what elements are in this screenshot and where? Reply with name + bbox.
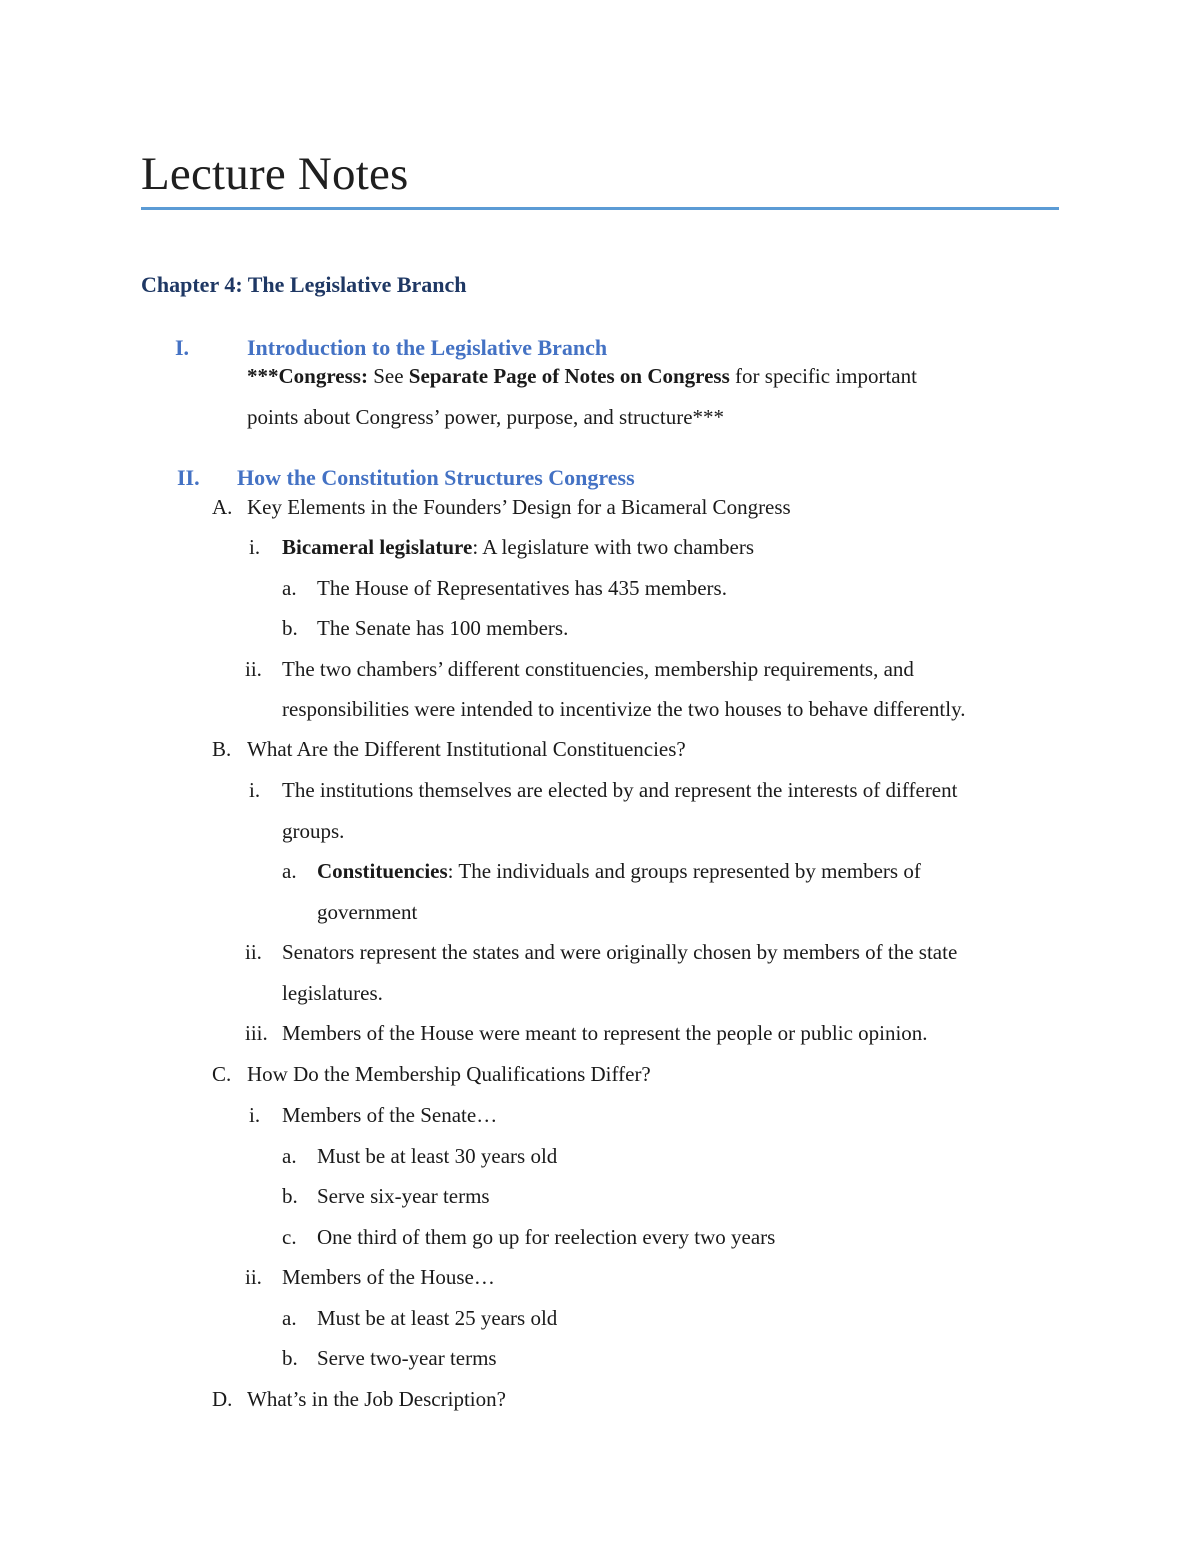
- bicameral-term: Bicameral legislature: [282, 535, 473, 559]
- item-b-i-a-marker: a.: [282, 859, 297, 883]
- item-c-i-a-text: Must be at least 30 years old: [317, 1144, 558, 1168]
- item-c-i-b-text: Serve six-year terms: [317, 1184, 490, 1208]
- item-b-text: What Are the Different Institutional Constituencies?: [247, 737, 686, 761]
- item-c-ii-marker: ii.: [245, 1265, 262, 1289]
- constituencies-term: Constituencies: [317, 859, 448, 883]
- document-title: Lecture Notes: [141, 148, 409, 200]
- bicameral-definition: : A legislature with two chambers: [472, 535, 755, 559]
- see-text: See: [367, 364, 409, 388]
- item-b-i-marker: i.: [249, 778, 261, 802]
- item-b-i-a-line-2: government: [317, 900, 418, 924]
- item-a-ii-line-2: responsibilities were intended to incentivize the two houses to behave differently.: [282, 697, 966, 721]
- section-1-number: I.: [175, 335, 190, 360]
- item-c-i-text: Members of the Senate…: [282, 1103, 498, 1127]
- item-d-marker: D.: [212, 1387, 233, 1411]
- item-c-ii-a-marker: a.: [282, 1306, 297, 1330]
- item-a-marker: A.: [212, 495, 233, 519]
- item-c-ii-text: Members of the House…: [282, 1265, 495, 1289]
- item-b-ii-marker: ii.: [245, 940, 262, 964]
- item-a-i-b-text: The Senate has 100 members.: [317, 616, 569, 640]
- item-c-i-marker: i.: [249, 1103, 261, 1127]
- separate-notes-reference: Separate Page of Notes on Congress: [408, 364, 730, 388]
- congress-label: ***Congress:: [247, 364, 368, 388]
- chapter-heading: Chapter 4: The Legislative Branch: [141, 272, 467, 297]
- item-b-iii-marker: iii.: [245, 1021, 268, 1045]
- item-a-i-marker: i.: [249, 535, 261, 559]
- item-b-iii-text: Members of the House were meant to represent the people or public opinion.: [282, 1021, 928, 1045]
- item-b-marker: B.: [212, 737, 232, 761]
- item-b-i-line-2: groups.: [282, 819, 345, 843]
- section-2-heading: How the Constitution Structures Congress: [237, 465, 635, 490]
- item-c-i-c-marker: c.: [282, 1225, 297, 1249]
- item-a-text: Key Elements in the Founders’ Design for a Bicameral Congress: [247, 495, 791, 519]
- item-a-i-a-text: The House of Representatives has 435 members.: [317, 576, 727, 600]
- item-a-ii-line-1: The two chambers’ different constituencies, membership requirements, and: [282, 657, 914, 681]
- item-b-ii-line-1: Senators represent the states and were originally chosen by members of the state: [282, 940, 958, 964]
- item-c-i-a-marker: a.: [282, 1144, 297, 1168]
- section-2-number: II.: [177, 465, 200, 490]
- item-a-i-b-marker: b.: [282, 616, 298, 640]
- title-underline: [141, 207, 1059, 210]
- paragraph-rest: for specific important: [729, 364, 917, 388]
- item-c-i-b-marker: b.: [282, 1184, 298, 1208]
- item-a-i-text: [282, 533, 754, 561]
- item-c-ii-a-text: Must be at least 25 years old: [317, 1306, 558, 1330]
- constituencies-definition: : The individuals and groups represented by members of: [447, 859, 921, 883]
- item-a-ii-marker: ii.: [245, 657, 262, 681]
- item-c-i-c-text: One third of them go up for reelection every two years: [317, 1225, 776, 1249]
- item-c-ii-b-text: Serve two-year terms: [317, 1346, 497, 1370]
- item-d-text: What’s in the Job Description?: [247, 1387, 506, 1411]
- item-c-marker: C.: [212, 1062, 232, 1086]
- section-1-heading: Introduction to the Legislative Branch: [247, 335, 608, 360]
- item-c-ii-b-marker: b.: [282, 1346, 298, 1370]
- section-1-paragraph-line-2: points about Congress’ power, purpose, and structure***: [247, 405, 725, 429]
- item-b-ii-line-2: legislatures.: [282, 981, 383, 1005]
- section-1-paragraph-line-1: [247, 362, 917, 390]
- item-a-i-a-marker: a.: [282, 576, 297, 600]
- item-b-i-a-text: [317, 857, 921, 885]
- item-c-text: How Do the Membership Qualifications Differ?: [247, 1062, 651, 1086]
- item-b-i-line-1: The institutions themselves are elected by and represent the interests of different: [282, 778, 958, 802]
